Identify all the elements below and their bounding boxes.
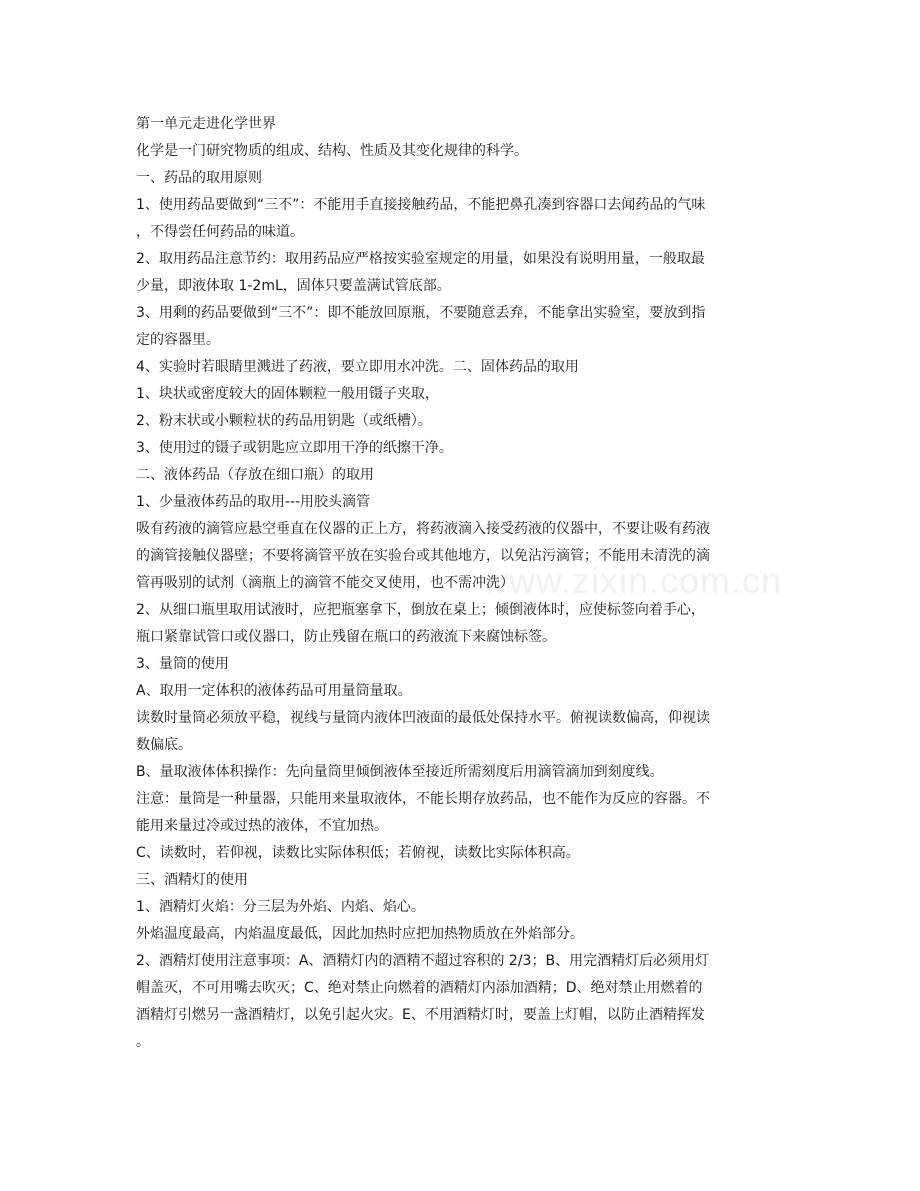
text-line: 一、药品的取用原则 (136, 170, 262, 186)
text-line: 1、少量液体药品的取用---用胶头滴管 (136, 494, 371, 510)
text-line: 瓶口紧靠试管口或仪器口，防止残留在瓶口的药液流下来腐蚀标签。 (136, 629, 556, 645)
text-line: 管再吸别的试剂（滴瓶上的滴管不能交叉使用，也不需冲洗） (136, 575, 514, 591)
text-line: 2、酒精灯使用注意事项：A、酒精灯内的酒精不超过容积的 2/3；B、用完酒精灯后必须用灯 (136, 953, 710, 969)
text-line: 化学是一门研究物质的组成、结构、性质及其变化规律的科学。 (136, 143, 528, 159)
text-line: 1、酒精灯火焰：分三层为外焰、内焰、焰心。 (136, 899, 425, 915)
text-line: 少量，即液体取 1-2mL，固体只要盖满试管底部。 (136, 278, 451, 294)
text-line: 数偏底。 (136, 737, 192, 753)
text-line: 外焰温度最高，内焰温度最低，因此加热时应把加热物质放在外焰部分。 (136, 926, 584, 942)
text-line: 吸有药液的滴管应悬空垂直在仪器的正上方，将药液滴入接受药液的仪器中，不要让吸有药液 (136, 521, 710, 537)
text-line: 读数时量筒必须放平稳，视线与量筒内液体凹液面的最低处保持水平。俯视读数偏高，仰视读 (136, 710, 710, 726)
text-line: 4、实验时若眼睛里溅进了药液，要立即用水冲洗。二、固体药品的取用 (136, 359, 579, 375)
text-line: 2、粉末状或小颗粒状的药品用钥匙（或纸槽）。 (136, 413, 432, 429)
text-line: 酒精灯引燃另一盏酒精灯，以免引起火灾。E、不用酒精灯时，要盖上灯帽，以防止酒精挥发 (136, 1007, 705, 1023)
text-line: A、取用一定体积的液体药品可用量筒量取。 (136, 683, 412, 699)
text-line: 能用来量过冷或过热的液体，不宜加热。 (136, 818, 388, 834)
text-line: B、量取液体体积操作：先向量筒里倾倒液体至接近所需刻度后用滴管滴加到刻度线。 (136, 764, 664, 780)
text-line: 帽盖灭，不可用嘴去吹灭；C、绝对禁止向燃着的酒精灯内添加酒精；D、绝对禁止用燃着的 (136, 980, 703, 996)
text-line: 二、液体药品（存放在细口瓶）的取用 (136, 467, 374, 483)
text-line: 2、取用药品注意节约：取用药品应严格按实验室规定的用量，如果没有说明用量，一般取最 (136, 251, 705, 267)
text-line: 1、块状或密度较大的固体颗粒一般用镊子夹取， (136, 386, 439, 402)
text-line: 3、用剩的药品要做到“三不”：即不能放回原瓶，不要随意丢弃，不能拿出实验室，要放到指 (136, 305, 706, 321)
text-line: 1、使用药品要做到“三不”：不能用手直接接触药品，不能把鼻孔凑到容器口去闻药品的气味 (136, 197, 706, 213)
watermark: www.zixin.com.cn (482, 560, 783, 601)
text-line: 3、量筒的使用 (136, 656, 229, 672)
text-line: 3、使用过的镊子或钥匙应立即用干净的纸擦干净。 (136, 440, 453, 456)
text-line: 三、酒精灯的使用 (136, 872, 248, 888)
text-line: C、读数时，若仰视，读数比实际体积低；若俯视，读数比实际体积高。 (136, 845, 580, 861)
text-line: ，不得尝任何药品的味道。 (136, 224, 304, 240)
document-title: 第一单元走进化学世界 (136, 116, 276, 132)
text-line: 2、从细口瓶里取用试液时，应把瓶塞拿下，倒放在桌上；倾倒液体时，应使标签向着手心， (136, 602, 705, 618)
document-body (136, 111, 786, 1056)
text-line: 注意：量筒是一种量器，只能用来量取液体，不能长期存放药品，也不能作为反应的容器。不 (136, 791, 710, 807)
text-line: 。 (136, 1034, 150, 1050)
text-line: 的滴管接触仪器壁；不要将滴管平放在实验台或其他地方，以免沾污滴管；不能用未清洗的滴 (136, 548, 710, 564)
text-line: 定的容器里。 (136, 332, 220, 348)
